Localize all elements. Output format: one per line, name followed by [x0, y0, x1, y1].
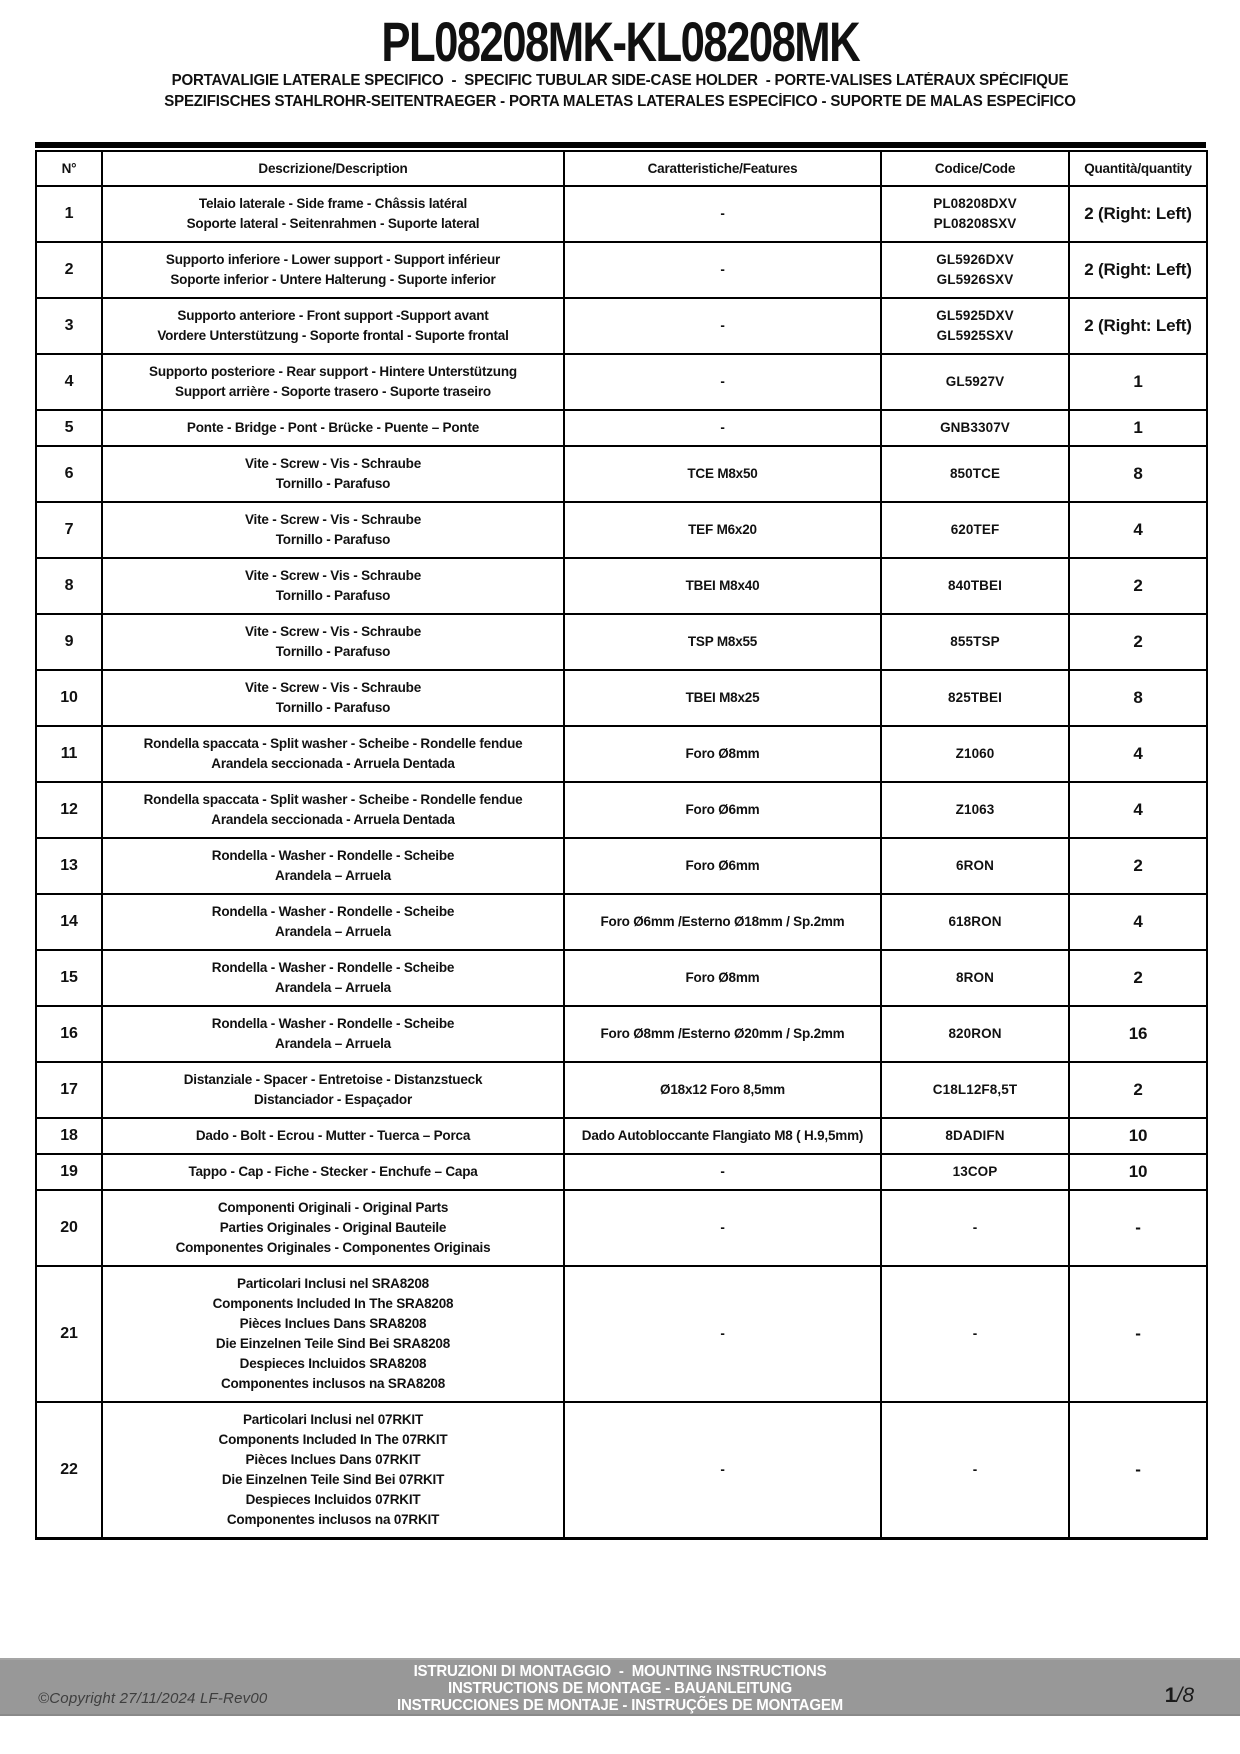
- table-row: [36, 1190, 1207, 1266]
- row-quantity: 4: [1069, 894, 1207, 950]
- row-features: Foro Ø8mm: [564, 950, 881, 1006]
- row-code: GL5926DXV GL5926SXV: [881, 242, 1069, 298]
- row-quantity: 4: [1069, 726, 1207, 782]
- parts-table-body: [36, 186, 1207, 1539]
- row-code: GL5925DXV GL5925SXV: [881, 298, 1069, 354]
- row-number: 12: [36, 782, 102, 838]
- document-header: [0, 0, 1240, 112]
- row-features: Foro Ø6mm: [564, 838, 881, 894]
- row-number: 18: [36, 1118, 102, 1154]
- row-quantity: 1: [1069, 354, 1207, 410]
- table-row: [36, 1266, 1207, 1402]
- page-title: PL08208MK-KL08208MK: [381, 10, 859, 73]
- row-quantity: -: [1069, 1402, 1207, 1539]
- row-quantity: 2: [1069, 1062, 1207, 1118]
- row-quantity: 4: [1069, 502, 1207, 558]
- row-number: 15: [36, 950, 102, 1006]
- table-row: [36, 298, 1207, 354]
- row-number: 17: [36, 1062, 102, 1118]
- table-row: [36, 242, 1207, 298]
- row-features: -: [564, 410, 881, 446]
- row-description: Rondella - Washer - Rondelle - Scheibe Arandela – Arruela: [102, 1006, 564, 1062]
- table-header-row: [36, 151, 1207, 186]
- row-number: 7: [36, 502, 102, 558]
- mounting-instructions: [0, 1663, 1240, 1714]
- header-cell-features: Caratteristiche/Features: [564, 151, 881, 186]
- header-cell-number: N°: [36, 151, 102, 186]
- row-number: 9: [36, 614, 102, 670]
- row-number: 21: [36, 1266, 102, 1402]
- row-description: Vite - Screw - Vis - Schraube Tornillo - Parafuso: [102, 502, 564, 558]
- row-features: Foro Ø6mm /Esterno Ø18mm / Sp.2mm: [564, 894, 881, 950]
- mounting-instructions-line-1: ISTRUZIONI DI MONTAGGIO - MOUNTING INSTRUCTIONS: [413, 1663, 827, 1680]
- row-features: TEF M6x20: [564, 502, 881, 558]
- row-description: Dado - Bolt - Ecrou - Mutter - Tuerca – Porca: [102, 1118, 564, 1154]
- row-description: Particolari Inclusi nel SRA8208 Components Included In The SRA8208 Pièces Inclues Dans SRA8208 Die Einzelnen Teile Sind Bei SRA8208 Despieces Incluidos SRA8208 Componentes inclusos na SRA8208: [102, 1266, 564, 1402]
- subtitle-line-1: PORTAVALIGIE LATERALE SPECIFICO - SPECIFIC TUBULAR SIDE-CASE HOLDER - PORTE-VALISES LATÉRAUX SPÉCIFIQUE: [171, 72, 1069, 89]
- row-description: Supporto posteriore - Rear support - Hintere Unterstützung Support arrière - Soporte trasero - Suporte traseiro: [102, 354, 564, 410]
- row-features: -: [564, 186, 881, 242]
- row-quantity: 10: [1069, 1154, 1207, 1190]
- page-indicator-current: 1: [1164, 1684, 1177, 1707]
- parts-table-container: [35, 142, 1206, 1540]
- row-features: TBEI M8x40: [564, 558, 881, 614]
- row-number: 16: [36, 1006, 102, 1062]
- page-indicator: [1165, 1684, 1194, 1708]
- row-description: Distanziale - Spacer - Entretoise - Distanzstueck Distanciador - Espaçador: [102, 1062, 564, 1118]
- row-quantity: 4: [1069, 782, 1207, 838]
- row-features: -: [564, 298, 881, 354]
- row-features: -: [564, 242, 881, 298]
- row-description: Tappo - Cap - Fiche - Stecker - Enchufe – Capa: [102, 1154, 564, 1190]
- row-features: -: [564, 1154, 881, 1190]
- row-description: Componenti Originali - Original Parts Parties Originales - Original Bauteile Componentes Originales - Componentes Originais: [102, 1190, 564, 1266]
- row-number: 11: [36, 726, 102, 782]
- table-row: [36, 894, 1207, 950]
- mounting-instructions-line-2: INSTRUCTIONS DE MONTAGE - BAUANLEITUNG: [447, 1680, 792, 1697]
- row-code: 8DADIFN: [881, 1118, 1069, 1154]
- row-number: 22: [36, 1402, 102, 1539]
- row-description: Particolari Inclusi nel 07RKIT Components Included In The 07RKIT Pièces Inclues Dans 07RKIT Die Einzelnen Teile Sind Bei 07RKIT Despieces Incluidos 07RKIT Componentes inclusos na 07RKIT: [102, 1402, 564, 1539]
- row-description: Rondella - Washer - Rondelle - Scheibe Arandela – Arruela: [102, 894, 564, 950]
- table-row: [36, 614, 1207, 670]
- table-row: [36, 782, 1207, 838]
- row-features: TSP M8x55: [564, 614, 881, 670]
- table-row: [36, 1154, 1207, 1190]
- row-features: Foro Ø6mm: [564, 782, 881, 838]
- row-features: Dado Autobloccante Flangiato M8 ( H.9,5mm): [564, 1118, 881, 1154]
- footer-bar: [0, 1658, 1240, 1716]
- table-row: [36, 726, 1207, 782]
- row-features: -: [564, 1266, 881, 1402]
- table-row: [36, 410, 1207, 446]
- row-description: Vite - Screw - Vis - Schraube Tornillo - Parafuso: [102, 558, 564, 614]
- table-row: [36, 446, 1207, 502]
- row-number: 6: [36, 446, 102, 502]
- row-quantity: 2 (Right: Left): [1069, 298, 1207, 354]
- table-row: [36, 1062, 1207, 1118]
- row-quantity: 1: [1069, 410, 1207, 446]
- row-number: 14: [36, 894, 102, 950]
- table-row: [36, 186, 1207, 242]
- row-code: -: [881, 1402, 1069, 1539]
- header-cell-description: Descrizione/Description: [102, 151, 564, 186]
- row-description: Vite - Screw - Vis - Schraube Tornillo - Parafuso: [102, 446, 564, 502]
- row-description: Rondella - Washer - Rondelle - Scheibe Arandela – Arruela: [102, 950, 564, 1006]
- row-code: 8RON: [881, 950, 1069, 1006]
- row-quantity: 16: [1069, 1006, 1207, 1062]
- row-code: 620TEF: [881, 502, 1069, 558]
- row-number: 19: [36, 1154, 102, 1190]
- parts-table: [35, 150, 1208, 1540]
- row-features: -: [564, 1190, 881, 1266]
- table-row: [36, 1402, 1207, 1539]
- row-number: 5: [36, 410, 102, 446]
- row-code: 850TCE: [881, 446, 1069, 502]
- row-code: PL08208DXV PL08208SXV: [881, 186, 1069, 242]
- row-code: 6RON: [881, 838, 1069, 894]
- row-code: GL5927V: [881, 354, 1069, 410]
- table-row: [36, 670, 1207, 726]
- row-code: Z1060: [881, 726, 1069, 782]
- row-description: Vite - Screw - Vis - Schraube Tornillo - Parafuso: [102, 670, 564, 726]
- row-description: Supporto inferiore - Lower support - Support inférieur Soporte inferior - Untere Halterung - Suporte inferior: [102, 242, 564, 298]
- mounting-instructions-line-3: INSTRUCCIONES DE MONTAJE - INSTRUÇÕES DE MONTAGEM: [396, 1697, 844, 1714]
- table-row: [36, 950, 1207, 1006]
- row-code: 825TBEI: [881, 670, 1069, 726]
- row-quantity: 2 (Right: Left): [1069, 242, 1207, 298]
- row-number: 3: [36, 298, 102, 354]
- table-row: [36, 558, 1207, 614]
- subtitle-line-2: SPEZIFISCHES STAHLROHR-SEITENTRAEGER - PORTA MALETAS LATERALES ESPECÍFICO - SUPORTE DE MALAS ESPECÍFICO: [164, 93, 1076, 110]
- row-number: 13: [36, 838, 102, 894]
- row-code: 840TBEI: [881, 558, 1069, 614]
- row-code: C18L12F8,5T: [881, 1062, 1069, 1118]
- row-number: 20: [36, 1190, 102, 1266]
- row-description: Telaio laterale - Side frame - Châssis latéral Soporte lateral - Seitenrahmen - Suporte lateral: [102, 186, 564, 242]
- row-description: Rondella - Washer - Rondelle - Scheibe Arandela – Arruela: [102, 838, 564, 894]
- row-quantity: 10: [1069, 1118, 1207, 1154]
- row-features: -: [564, 1402, 881, 1539]
- row-description: Rondella spaccata - Split washer - Scheibe - Rondelle fendue Arandela seccionada - Arruela Dentada: [102, 726, 564, 782]
- row-quantity: 2: [1069, 950, 1207, 1006]
- row-features: TCE M8x50: [564, 446, 881, 502]
- row-description: Vite - Screw - Vis - Schraube Tornillo - Parafuso: [102, 614, 564, 670]
- row-quantity: 8: [1069, 670, 1207, 726]
- row-quantity: -: [1069, 1266, 1207, 1402]
- row-code: 820RON: [881, 1006, 1069, 1062]
- row-code: GNB3307V: [881, 410, 1069, 446]
- table-row: [36, 1118, 1207, 1154]
- row-quantity: 2 (Right: Left): [1069, 186, 1207, 242]
- row-code: -: [881, 1190, 1069, 1266]
- row-number: 10: [36, 670, 102, 726]
- row-features: Ø18x12 Foro 8,5mm: [564, 1062, 881, 1118]
- row-features: Foro Ø8mm: [564, 726, 881, 782]
- row-features: -: [564, 354, 881, 410]
- row-quantity: 2: [1069, 614, 1207, 670]
- row-description: Ponte - Bridge - Pont - Brücke - Puente – Ponte: [102, 410, 564, 446]
- row-description: Supporto anteriore - Front support -Support avant Vordere Unterstützung - Soporte frontal - Suporte frontal: [102, 298, 564, 354]
- row-quantity: -: [1069, 1190, 1207, 1266]
- row-quantity: 2: [1069, 838, 1207, 894]
- row-quantity: 2: [1069, 558, 1207, 614]
- header-cell-quantity: Quantità/quantity: [1069, 151, 1207, 186]
- row-description: Rondella spaccata - Split washer - Scheibe - Rondelle fendue Arandela seccionada - Arruela Dentada: [102, 782, 564, 838]
- row-features: Foro Ø8mm /Esterno Ø20mm / Sp.2mm: [564, 1006, 881, 1062]
- row-code: 618RON: [881, 894, 1069, 950]
- table-row: [36, 838, 1207, 894]
- table-row: [36, 502, 1207, 558]
- row-code: Z1063: [881, 782, 1069, 838]
- row-number: 4: [36, 354, 102, 410]
- row-quantity: 8: [1069, 446, 1207, 502]
- page-indicator-total: /8: [1176, 1684, 1194, 1707]
- row-features: TBEI M8x25: [564, 670, 881, 726]
- header-cell-code: Codice/Code: [881, 151, 1069, 186]
- row-code: 855TSP: [881, 614, 1069, 670]
- table-row: [36, 354, 1207, 410]
- row-number: 2: [36, 242, 102, 298]
- row-number: 1: [36, 186, 102, 242]
- table-row: [36, 1006, 1207, 1062]
- row-code: -: [881, 1266, 1069, 1402]
- copyright-text: ©Copyright 27/11/2024 LF-Rev00: [38, 1690, 268, 1707]
- row-number: 8: [36, 558, 102, 614]
- row-code: 13COP: [881, 1154, 1069, 1190]
